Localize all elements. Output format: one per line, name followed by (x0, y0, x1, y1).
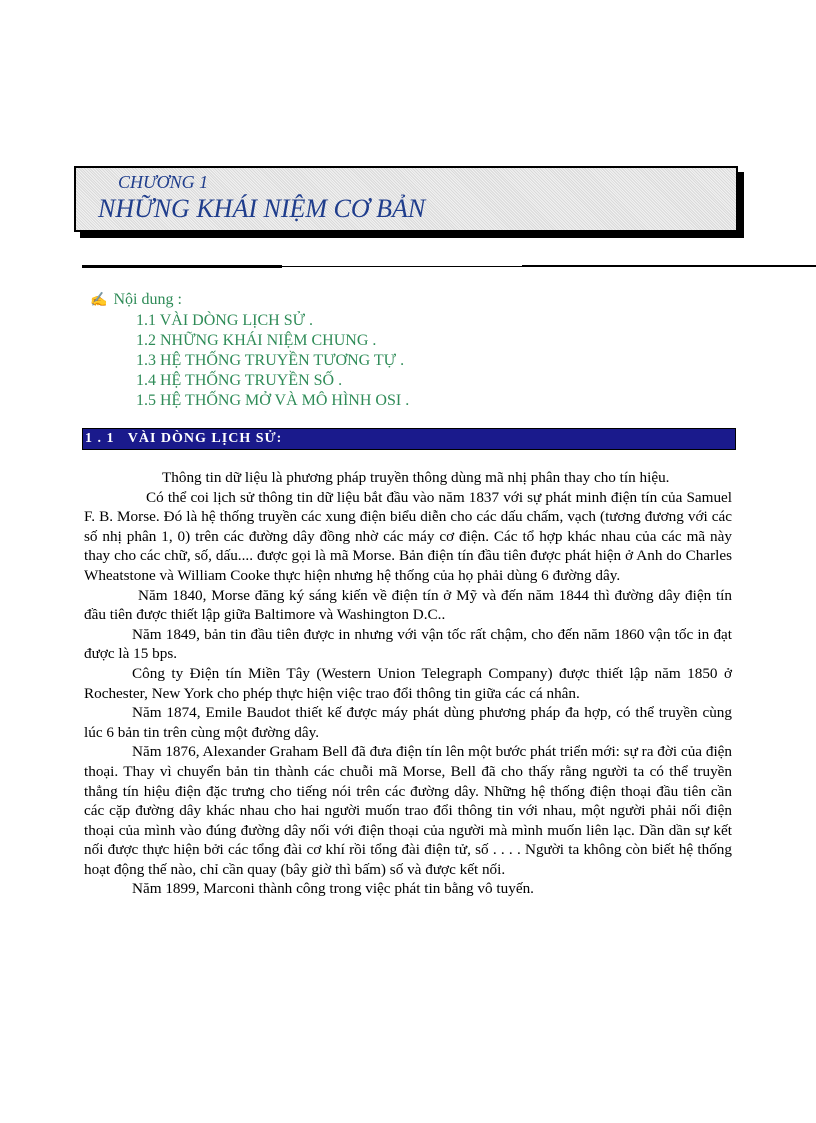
section-heading-bar (82, 428, 736, 450)
paragraph: Năm 1899, Marconi thành công trong việc phát tin bằng vô tuyến. (132, 880, 534, 898)
chapter-label: CHƯƠNG 1 (118, 172, 209, 192)
body-text (84, 468, 732, 899)
paragraph: Năm 1876, Alexander Graham Bell đã đưa điện tín lên một bước phát triển mới: sự ra đời của điện thoại. Thay vì chuyển bản tin thành các chuỗi mã Morse, Bell đã cho thấy rằng người ta có thể truyền thẳng tín hiệu điện đặc trưng cho tiếng nói trên các đường dây. Những hệ thống điện thoại đầu tiên cần các cặp đường dây khác nhau cho hai người muốn trao đổi thông tin với nhau, một người phải nối điện thoại của mình vào đúng đường dây nối với điện thoại của người mà mình muốn liên lạc. Dần dần sự kết nối được thực hiện bởi các tổng đài cơ khí rồi tổng đài điện tử, số . . . . Người ta không còn biết hệ thống hoạt động thế nào, chỉ cần quay (bây giờ thì bấm) số và được kết nối. (84, 743, 732, 878)
paragraph: Công ty Điện tín Miền Tây (Western Union Telegraph Company) được thiết lập năm 1850 ở Rochester, New York cho phép thực hiện việc trao đổi thông tin giữa các cá nhân. (84, 664, 732, 702)
contents-item: 1.3 HỆ THỐNG TRUYỀN TƯƠNG TỰ . (136, 352, 405, 369)
chapter-title: NHỮNG KHÁI NIỆM CƠ BẢN (98, 194, 426, 223)
paragraph: Có thể coi lịch sử thông tin dữ liệu bắt đầu vào năm 1837 với sự phát minh điện tín của Samuel F. B. Morse. Đó là hệ thống truyền các xung điện biểu diễn cho các dấu chấm, vạch (tương đương với các số nhị phân 1, 0) trên các đường dây đồng nhờ các máy cơ điện. Các tổ hợp khác nhau của các mã này thay cho các chữ, số, dấu.... được gọi là mã Morse. Bản điện tín đầu tiên được phát hiện ở Anh do Charles Wheatstone và William Cooke thực hiện nhưng hệ thống của họ phải dùng 6 đường dây. (84, 488, 732, 584)
contents-item: 1.1 VÀI DÒNG LỊCH SỬ . (136, 312, 314, 329)
section-heading: 1 . 1 VÀI DÒNG LỊCH SỬ: (85, 431, 283, 446)
divider-accent-left (82, 265, 282, 268)
paragraph: Năm 1840, Morse đăng ký sáng kiến về điện tín ở Mỹ và đến năm 1844 thì đường dây điện tín đầu tiên được thiết lập giữa Baltimore và Washington D.C.. (84, 586, 732, 624)
paragraph: Năm 1874, Emile Baudot thiết kế được máy phát dùng phương pháp đa hợp, có thể truyền cùng lúc 6 bản tin trên cùng một đường dây. (84, 704, 732, 741)
pen-icon: ✍ (90, 293, 108, 308)
table-of-contents (90, 290, 409, 411)
paragraph: Năm 1849, bản tin đầu tiên được in nhưng với vận tốc rất chậm, cho đến năm 1860 vận tốc in đạt được là 15 bps. (84, 625, 732, 663)
contents-heading-row (90, 290, 409, 311)
divider-accent-right (522, 265, 816, 267)
chapter-box (74, 166, 738, 232)
contents-item: 1.5 HỆ THỐNG MỞ VÀ MÔ HÌNH OSI . (136, 392, 410, 409)
contents-item: 1.2 NHỮNG KHÁI NIỆM CHUNG . (136, 332, 377, 349)
contents-heading: Nội dung : (113, 291, 182, 308)
paragraph: Thông tin dữ liệu là phương pháp truyền thông dùng mã nhị phân thay cho tín hiệu. (162, 469, 670, 486)
contents-item: 1.4 HỆ THỐNG TRUYỀN SỐ . (136, 372, 343, 389)
